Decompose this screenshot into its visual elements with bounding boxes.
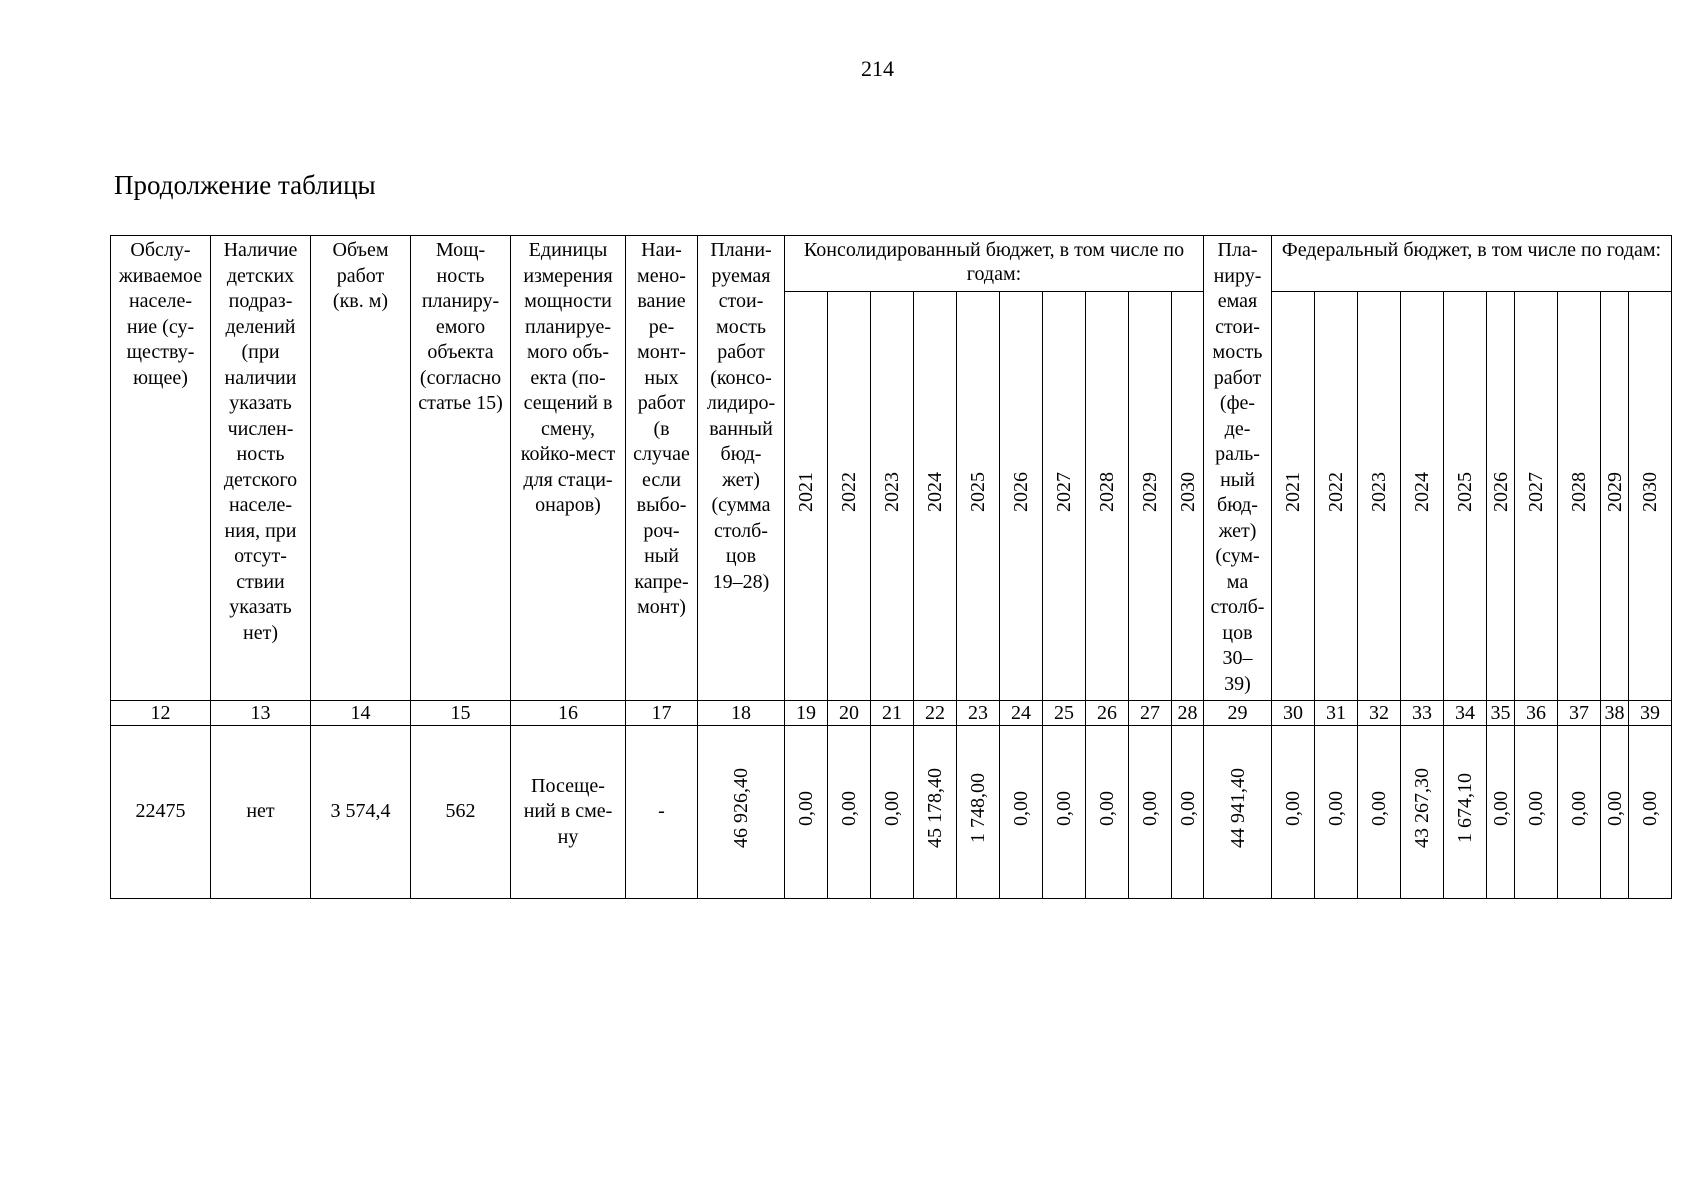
year-cons-2027: 2027	[1043, 292, 1086, 701]
year-fed-2023: 2023	[1358, 292, 1401, 701]
cell-repair-name: -	[626, 726, 698, 899]
col-num: 36	[1515, 701, 1558, 726]
year-fed-2022: 2022	[1315, 292, 1358, 701]
col-num: 27	[1129, 701, 1172, 726]
year-cons-2030: 2030	[1172, 292, 1204, 701]
header-consolidated-group: Консолидированный бюджет, в том числе по годам:	[785, 236, 1204, 292]
cell-cons-2023: 0,00	[871, 726, 914, 899]
col-num: 22	[914, 701, 957, 726]
cell-cons-2022: 0,00	[828, 726, 871, 899]
cell-capacity: 562	[411, 726, 511, 899]
cell-fed-2022: 0,00	[1315, 726, 1358, 899]
col-num: 33	[1401, 701, 1444, 726]
col-num: 32	[1358, 701, 1401, 726]
cell-children-units: нет	[211, 726, 311, 899]
header-planned-cost-consolidated: Плани- руемая стои- мость работ (консо- лидиро- ванный бюд- жет) (сумма столб- цов 19–28)	[698, 236, 785, 701]
budget-table	[110, 235, 1672, 899]
col-num: 12	[111, 701, 211, 726]
year-cons-2026: 2026	[1000, 292, 1043, 701]
col-num: 25	[1043, 701, 1086, 726]
col-num: 17	[626, 701, 698, 726]
year-cons-2022: 2022	[828, 292, 871, 701]
cell-fed-2025: 1 674,10	[1444, 726, 1487, 899]
col-num: 37	[1558, 701, 1601, 726]
header-capacity-units: Единицы измерения мощности планируе- мого объ- екта (по- сещений в смену, койко-мест для стаци- онаров)	[511, 236, 626, 701]
col-num: 14	[311, 701, 411, 726]
cell-planned-cost-federal: 44 941,40	[1204, 726, 1272, 899]
year-fed-2029: 2029	[1601, 292, 1629, 701]
cell-cons-2021: 0,00	[785, 726, 828, 899]
col-num: 38	[1601, 701, 1629, 726]
cell-fed-2028: 0,00	[1558, 726, 1601, 899]
col-num: 13	[211, 701, 311, 726]
header-row-groups	[111, 236, 1672, 292]
cell-cons-2027: 0,00	[1043, 726, 1086, 899]
header-children-units: Наличие детских подраз- делений (при наличии указать числен- ность детского населе- ния, при отсут- ствии указать нет)	[211, 236, 311, 701]
col-num: 21	[871, 701, 914, 726]
col-num: 24	[1000, 701, 1043, 726]
col-num: 16	[511, 701, 626, 726]
cell-fed-2023: 0,00	[1358, 726, 1401, 899]
year-fed-2030: 2030	[1629, 292, 1672, 701]
table-caption: Продолжение таблицы	[114, 170, 376, 200]
year-cons-2025: 2025	[957, 292, 1000, 701]
cell-fed-2026: 0,00	[1487, 726, 1515, 899]
cell-cons-2025: 1 748,00	[957, 726, 1000, 899]
col-num: 26	[1086, 701, 1129, 726]
cell-cons-2024: 45 178,40	[914, 726, 957, 899]
cell-cons-2030: 0,00	[1172, 726, 1204, 899]
col-num: 35	[1487, 701, 1515, 726]
cell-fed-2024: 43 267,30	[1401, 726, 1444, 899]
year-cons-2029: 2029	[1129, 292, 1172, 701]
col-num: 23	[957, 701, 1000, 726]
col-num: 29	[1204, 701, 1272, 726]
header-work-volume: Объем работ (кв. м)	[311, 236, 411, 701]
year-cons-2021: 2021	[785, 292, 828, 701]
header-repair-name: Наи- мено- вание ре- монт- ных работ (в случае если выбо- роч- ный капре- монт)	[626, 236, 698, 701]
year-cons-2023: 2023	[871, 292, 914, 701]
year-cons-2028: 2028	[1086, 292, 1129, 701]
col-num: 15	[411, 701, 511, 726]
cell-cons-2026: 0,00	[1000, 726, 1043, 899]
col-num: 30	[1272, 701, 1315, 726]
header-served-population: Обслу- живаемое населе- ние (су- ществу- ющее)	[111, 236, 211, 701]
cell-planned-cost-consolidated: 46 926,40	[698, 726, 785, 899]
col-num: 18	[698, 701, 785, 726]
year-fed-2026: 2026	[1487, 292, 1515, 701]
col-num: 34	[1444, 701, 1487, 726]
cell-fed-2030: 0,00	[1629, 726, 1672, 899]
header-planned-cost-federal: Пла- ниру- емая стои- мость работ (фе- де- раль- ный бюд- жет) (сум- ма столб- цов 30– 39)	[1204, 236, 1272, 701]
header-federal-group: Федеральный бюджет, в том числе по годам:	[1272, 236, 1672, 292]
col-num: 20	[828, 701, 871, 726]
col-num: 31	[1315, 701, 1358, 726]
year-fed-2027: 2027	[1515, 292, 1558, 701]
year-cons-2024: 2024	[914, 292, 957, 701]
cell-cons-2028: 0,00	[1086, 726, 1129, 899]
cell-fed-2029: 0,00	[1601, 726, 1629, 899]
year-fed-2025: 2025	[1444, 292, 1487, 701]
year-fed-2021: 2021	[1272, 292, 1315, 701]
year-fed-2028: 2028	[1558, 292, 1601, 701]
col-num: 19	[785, 701, 828, 726]
table-row	[111, 726, 1672, 899]
cell-capacity-units: Посеще- ний в сме- ну	[511, 726, 626, 899]
cell-fed-2027: 0,00	[1515, 726, 1558, 899]
cell-cons-2029: 0,00	[1129, 726, 1172, 899]
cell-fed-2021: 0,00	[1272, 726, 1315, 899]
year-fed-2024: 2024	[1401, 292, 1444, 701]
col-num: 28	[1172, 701, 1204, 726]
cell-served-population: 22475	[111, 726, 211, 899]
column-number-row	[111, 701, 1672, 726]
cell-work-volume: 3 574,4	[311, 726, 411, 899]
header-capacity: Мощ- ность планиру- емого объекта (согласно статье 15)	[411, 236, 511, 701]
page-number: 214	[861, 56, 894, 81]
col-num: 39	[1629, 701, 1672, 726]
